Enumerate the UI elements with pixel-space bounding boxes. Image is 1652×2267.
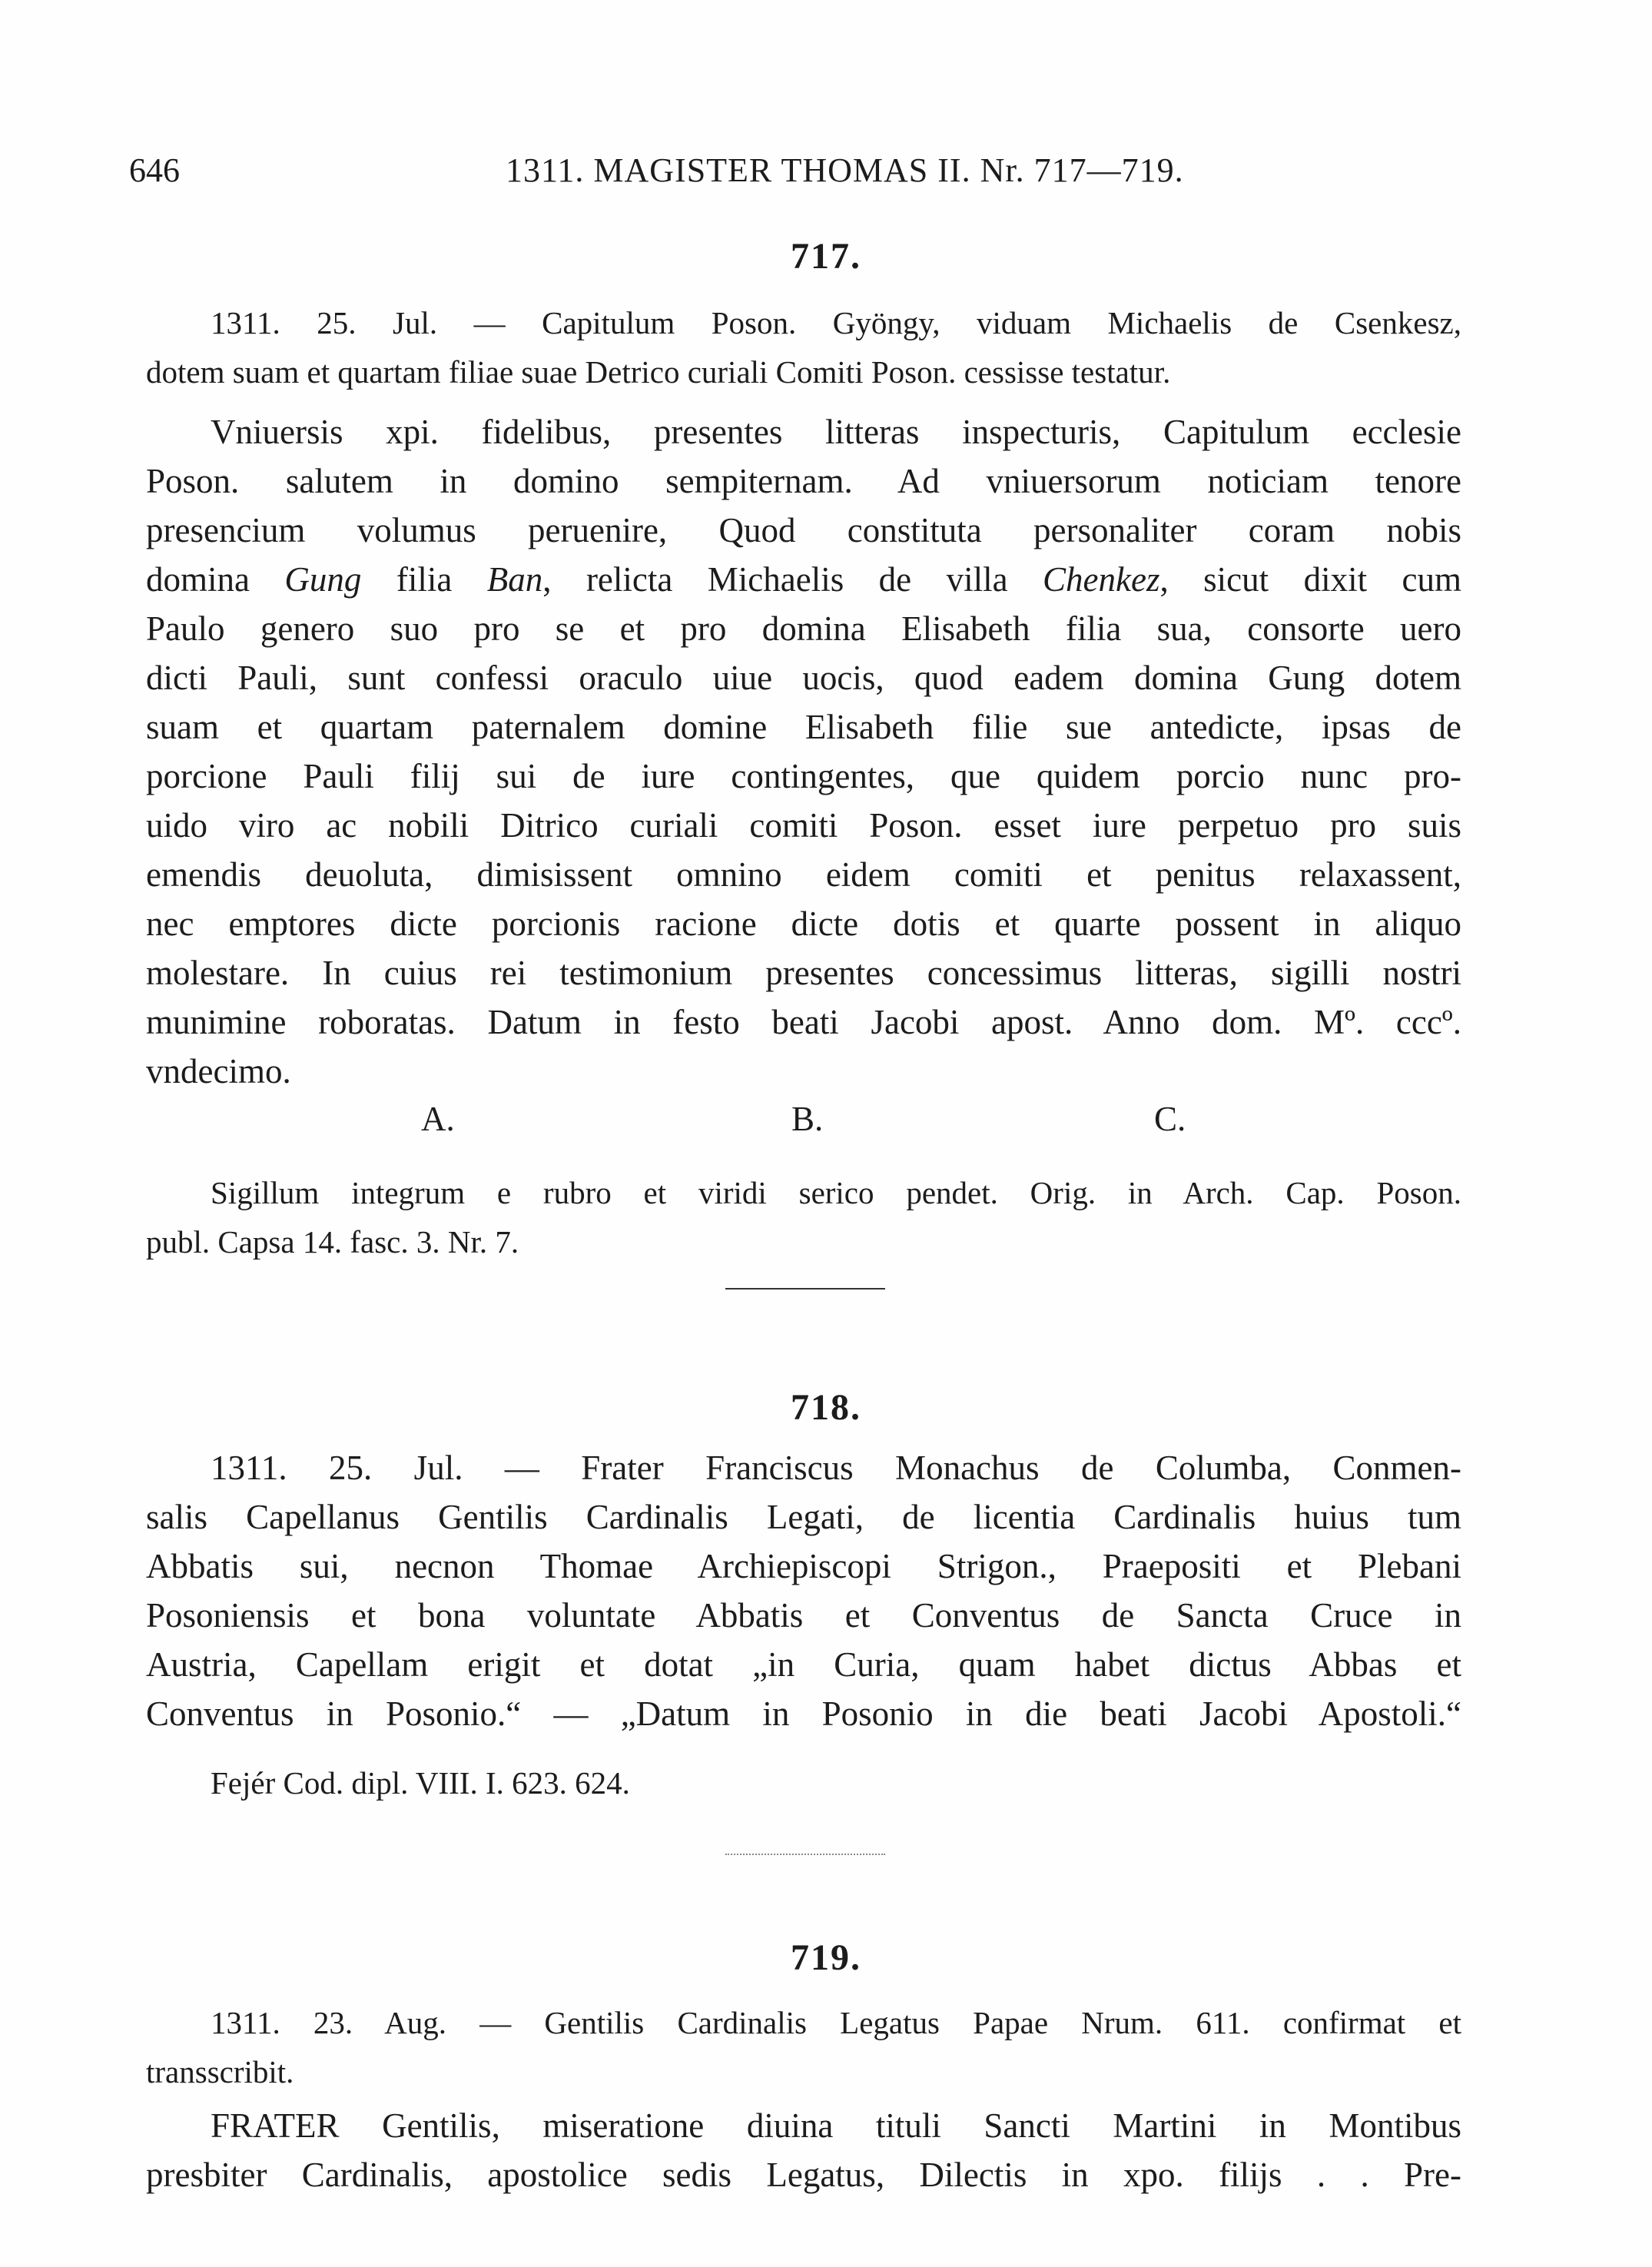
text-line: FRATER Gentilis, miseratione diuina tituli Sancti Martini in Montibus [211, 2106, 1461, 2145]
text-line: nec emptores dicte porcionis racione dicte dotis et quarte possent in aliquo [146, 904, 1461, 943]
regest-line: salis Capellanus Gentilis Cardinalis Legati, de licentia Cardinalis huius tum [146, 1498, 1461, 1536]
regest-line: dotem suam et quartam filiae suae Detrico curiali Comiti Poson. cessisse testatur. [146, 354, 1171, 390]
regest-line: 1311. 25. Jul. — Capitulum Poson. Gyöngy, viduam Michaelis de Csenkesz, [211, 305, 1461, 340]
regest-line: 1311. 25. Jul. — Frater Franciscus Monachus de Columba, Conmen- [211, 1449, 1461, 1487]
text-line: vndecimo. [146, 1052, 291, 1090]
separator-rule [725, 1854, 885, 1857]
regest-718 [146, 1443, 1461, 1738]
text-line: uido viro ac nobili Ditrico curiali comiti Poson. esset iure perpetuo pro suis [146, 806, 1461, 845]
running-title: 1311. MAGISTER THOMAS II. Nr. 717—719. [506, 151, 1184, 189]
page-number: 646 [129, 151, 180, 189]
seal-letter-a: A. [421, 1100, 455, 1138]
text-line: emendis deuoluta, dimisissent omnino eidem comiti et penitus relaxassent, [146, 855, 1461, 894]
regest-line: Abbatis sui, necnon Thomae Archiepiscopi Strigon., Praepositi et Plebani [146, 1547, 1461, 1585]
text-line: suam et quartam paternalem domine Elisabeth filie sue antedicte, ipsas de [146, 708, 1461, 746]
seal-letter-b: B. [791, 1100, 824, 1138]
note-line: publ. Capsa 14. fasc. 3. Nr. 7. [146, 1224, 519, 1260]
seal-letter-c: C. [1154, 1100, 1186, 1138]
regest-line: Conventus in Posonio.“ — „Datum in Posonio in die beati Jacobi Apostoli.“ [146, 1694, 1461, 1733]
text-line: porcione Pauli filij sui de iure contingentes, que quidem porcio nunc pro- [146, 757, 1461, 795]
text-line: presbiter Cardinalis, apostolice sedis Legatus, Dilectis in xpo. filijs . . Pre- [146, 2156, 1461, 2194]
note-line: Sigillum integrum e rubro et viridi serico pendet. Orig. in Arch. Cap. Poson. [211, 1175, 1461, 1210]
text-line: Vniuersis xpi. fidelibus, presentes litteras inspecturis, Capitulum ecclesie [211, 413, 1461, 451]
regest-line: Posoniensis et bona voluntate Abbatis et Conventus de Sancta Cruce in [146, 1596, 1461, 1635]
text-line: domina Gung filia Ban, relicta Michaelis de villa Chenkez, sicut dixit cum [146, 560, 1461, 599]
entry-number-718: 718. [791, 1387, 861, 1428]
text-line: molestare. In cuius rei testimonium presentes concessimus litteras, sigilli nostri [146, 954, 1461, 992]
text-line: munimine roboratas. Datum in festo beati Jacobi apost. Anno dom. Mº. cccº. [146, 1003, 1461, 1041]
text-line: presencium volumus peruenire, Quod constituta personaliter coram nobis [146, 511, 1461, 549]
entry-number-719: 719. [791, 1937, 861, 1978]
regest-line: transscribit. [146, 2054, 294, 2089]
text-line: Poson. salutem in domino sempiternam. Ad vniuersorum noticiam tenore [146, 462, 1461, 500]
text-line: dicti Pauli, sunt confessi oraculo uiue uocis, quod eadem domina Gung dotem [146, 659, 1461, 697]
charter-text-717 [146, 407, 1461, 1096]
note-line: Fejér Cod. dipl. VIII. I. 623. 624. [211, 1765, 630, 1801]
separator-rule [725, 1288, 885, 1290]
running-header [129, 151, 1528, 197]
regest-719 [146, 1998, 1461, 2096]
regest-line: 1311. 23. Aug. — Gentilis Cardinalis Legatus Papae Nrum. 611. confirmat et [211, 2005, 1461, 2040]
source-note-717 [146, 1168, 1461, 1266]
regest-717 [146, 298, 1461, 397]
regest-line: Austria, Capellam erigit et dotat „in Curia, quam habet dictus Abbas et [146, 1645, 1461, 1684]
text-line: Paulo genero suo pro se et pro domina Elisabeth filia sua, consorte uero [146, 609, 1461, 648]
entry-number-717: 717. [791, 236, 861, 277]
charter-text-719 [146, 2101, 1461, 2199]
source-note-718 [146, 1758, 1461, 1807]
